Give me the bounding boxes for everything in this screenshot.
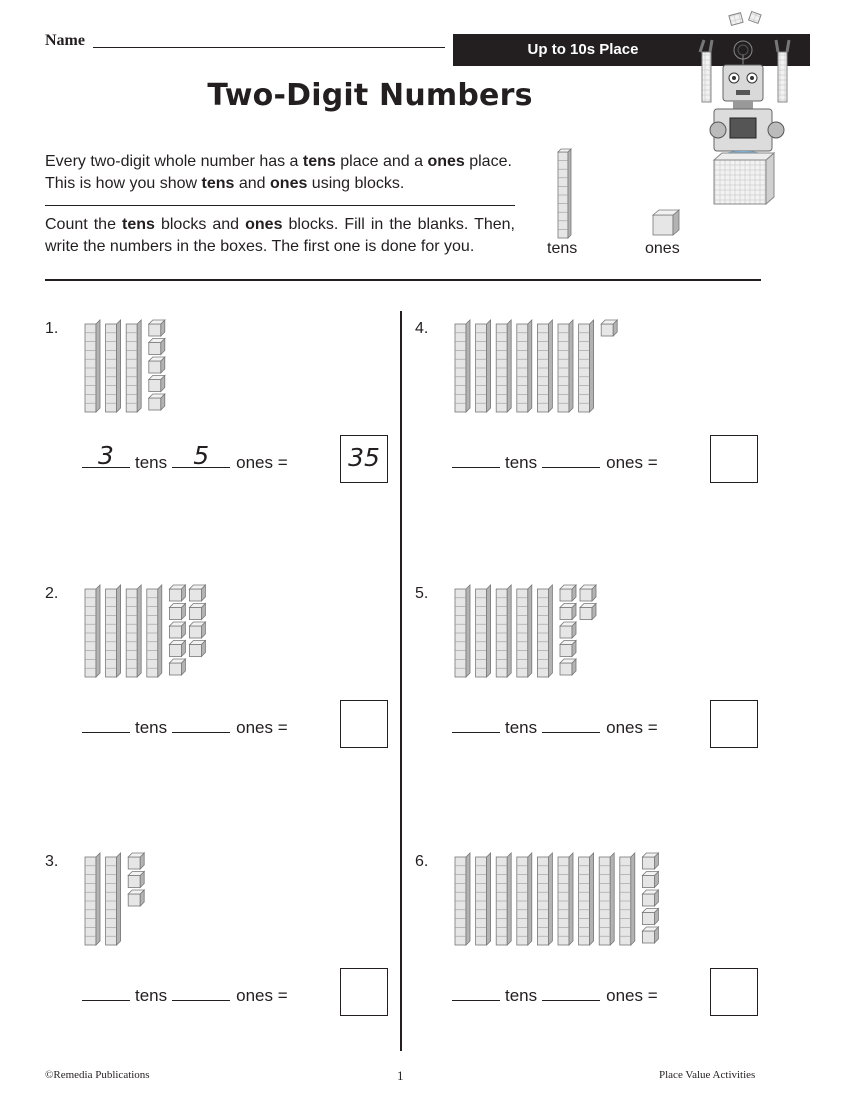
equation-line bbox=[82, 984, 288, 1006]
base-ten-blocks bbox=[455, 585, 675, 681]
divider bbox=[45, 205, 515, 206]
ones-word: ones = bbox=[606, 453, 658, 472]
equation-line bbox=[452, 451, 658, 473]
ones-cube bbox=[169, 641, 185, 657]
ones-cube bbox=[560, 585, 576, 601]
base-ten-blocks bbox=[85, 853, 305, 949]
ones-cube-legend bbox=[652, 209, 682, 237]
tens-rod bbox=[147, 585, 162, 677]
ones-cube bbox=[642, 909, 658, 925]
ones-cube bbox=[128, 872, 144, 888]
tens-word: tens bbox=[505, 453, 538, 472]
ones-cube bbox=[128, 853, 144, 869]
ones-word: ones = bbox=[236, 453, 288, 472]
tens-word: tens bbox=[135, 718, 168, 737]
ones-word: ones = bbox=[606, 986, 658, 1005]
ones-cube bbox=[642, 872, 658, 888]
equation-line bbox=[452, 716, 658, 738]
tens-rod bbox=[496, 853, 511, 945]
tens-rod bbox=[537, 585, 552, 677]
ones-blank[interactable] bbox=[172, 441, 230, 470]
tens-rod bbox=[599, 853, 614, 945]
ones-word: ones = bbox=[236, 718, 288, 737]
tens-rod bbox=[517, 853, 532, 945]
page-title: Two-Digit Numbers bbox=[207, 78, 533, 113]
ones-cube bbox=[189, 604, 205, 620]
ones-blank[interactable] bbox=[172, 716, 230, 733]
tens-rod bbox=[455, 853, 470, 945]
equation-line bbox=[452, 984, 658, 1006]
tens-rod bbox=[126, 320, 141, 412]
robot-illustration bbox=[690, 10, 800, 210]
tens-rod bbox=[106, 585, 121, 677]
tens-blank[interactable] bbox=[452, 984, 500, 1001]
tens-rod bbox=[496, 585, 511, 677]
ones-cube bbox=[189, 585, 205, 601]
answer-box[interactable] bbox=[340, 700, 388, 748]
ones-blank[interactable] bbox=[542, 451, 600, 468]
ones-cube bbox=[560, 641, 576, 657]
problem-number: 4. bbox=[415, 320, 429, 337]
tens-rod bbox=[106, 853, 121, 945]
ones-word: ones = bbox=[236, 986, 288, 1005]
base-ten-blocks bbox=[455, 853, 675, 949]
problem-3 bbox=[45, 851, 395, 1031]
ones-cube bbox=[169, 622, 185, 638]
ones-cube bbox=[642, 927, 658, 943]
tens-blank[interactable] bbox=[452, 451, 500, 468]
problem-number: 3. bbox=[45, 853, 59, 870]
name-field[interactable] bbox=[93, 47, 445, 48]
ones-cube bbox=[601, 320, 617, 336]
problem-4 bbox=[415, 318, 765, 498]
answer-box[interactable] bbox=[710, 968, 758, 1016]
tens-legend-label: tens bbox=[547, 240, 578, 257]
answer-box[interactable] bbox=[710, 435, 758, 483]
ones-cube bbox=[560, 604, 576, 620]
tens-rod bbox=[558, 853, 573, 945]
tens-word: tens bbox=[135, 986, 168, 1005]
ones-blank[interactable] bbox=[172, 984, 230, 1001]
tens-rod bbox=[126, 585, 141, 677]
total-answer: 35 bbox=[348, 443, 380, 472]
intro-paragraph: Every two-digit whole number has a tens place and a ones place. This is how you show tens and ones using blocks. bbox=[45, 153, 512, 192]
ones-cube bbox=[169, 659, 185, 675]
tens-rod bbox=[579, 853, 594, 945]
problem-number: 1. bbox=[45, 320, 59, 337]
ones-cube bbox=[128, 890, 144, 906]
tens-rod bbox=[537, 853, 552, 945]
ones-cube bbox=[149, 394, 165, 410]
tens-rod bbox=[106, 320, 121, 412]
tens-answer: 3 bbox=[98, 441, 114, 470]
ones-answer: 5 bbox=[193, 441, 210, 470]
tens-blank[interactable] bbox=[82, 716, 130, 733]
ones-cube bbox=[169, 585, 185, 601]
ones-cube bbox=[580, 604, 596, 620]
problem-number: 6. bbox=[415, 853, 429, 870]
problem-number: 2. bbox=[45, 585, 59, 602]
instructions-paragraph: Count the tens blocks and ones blocks. Fill in the blanks. Then, write the numbers in the boxes. The first one is done for you. bbox=[45, 216, 515, 255]
equation-line bbox=[82, 441, 288, 473]
ones-cube bbox=[189, 622, 205, 638]
base-ten-blocks bbox=[455, 320, 675, 416]
ones-cube bbox=[149, 320, 165, 336]
tens-rod bbox=[476, 320, 491, 412]
equation-line bbox=[82, 716, 288, 738]
tens-rod bbox=[85, 585, 100, 677]
tens-rod bbox=[517, 320, 532, 412]
ones-cube bbox=[149, 339, 165, 355]
tens-rod-legend bbox=[557, 149, 573, 241]
answer-box[interactable] bbox=[340, 968, 388, 1016]
ones-cube bbox=[169, 604, 185, 620]
tens-blank[interactable] bbox=[82, 441, 130, 470]
tens-rod bbox=[579, 320, 594, 412]
ones-legend-label: ones bbox=[645, 240, 680, 257]
footer-series: Place Value Activities bbox=[659, 1069, 756, 1081]
tens-word: tens bbox=[505, 718, 538, 737]
column-divider bbox=[400, 311, 402, 1051]
problem-number: 5. bbox=[415, 585, 429, 602]
tens-rod bbox=[620, 853, 635, 945]
tens-word: tens bbox=[505, 986, 538, 1005]
ones-cube bbox=[560, 659, 576, 675]
page-number: 1 bbox=[397, 1068, 404, 1083]
problem-5 bbox=[415, 583, 765, 763]
banner-text: Up to 10s Place bbox=[527, 41, 639, 58]
tens-rod bbox=[455, 585, 470, 677]
tens-rod bbox=[537, 320, 552, 412]
tens-rod bbox=[517, 585, 532, 677]
tens-rod bbox=[85, 853, 100, 945]
base-ten-blocks bbox=[85, 585, 305, 681]
tens-word: tens bbox=[135, 453, 168, 472]
tens-blank[interactable] bbox=[82, 984, 130, 1001]
ones-cube bbox=[642, 853, 658, 869]
problem-6 bbox=[415, 851, 765, 1031]
answer-box[interactable] bbox=[710, 700, 758, 748]
ones-cube bbox=[560, 622, 576, 638]
tens-blank[interactable] bbox=[452, 716, 500, 733]
problem-2 bbox=[45, 583, 395, 763]
ones-cube bbox=[149, 376, 165, 392]
ones-cube bbox=[149, 357, 165, 373]
base-ten-blocks bbox=[85, 320, 305, 416]
tens-rod bbox=[85, 320, 100, 412]
tens-rod bbox=[476, 585, 491, 677]
ones-blank[interactable] bbox=[542, 716, 600, 733]
problem-1 bbox=[45, 318, 395, 498]
tens-rod bbox=[476, 853, 491, 945]
name-label: Name bbox=[45, 32, 85, 49]
answer-box[interactable] bbox=[340, 435, 388, 483]
ones-word: ones = bbox=[606, 718, 658, 737]
tens-rod bbox=[455, 320, 470, 412]
ones-blank[interactable] bbox=[542, 984, 600, 1001]
ones-cube bbox=[580, 585, 596, 601]
ones-cube bbox=[642, 890, 658, 906]
ones-cube bbox=[189, 641, 205, 657]
tens-rod bbox=[496, 320, 511, 412]
footer-copyright: ©Remedia Publications bbox=[45, 1069, 150, 1081]
tens-rod bbox=[558, 320, 573, 412]
header-divider bbox=[45, 279, 761, 281]
